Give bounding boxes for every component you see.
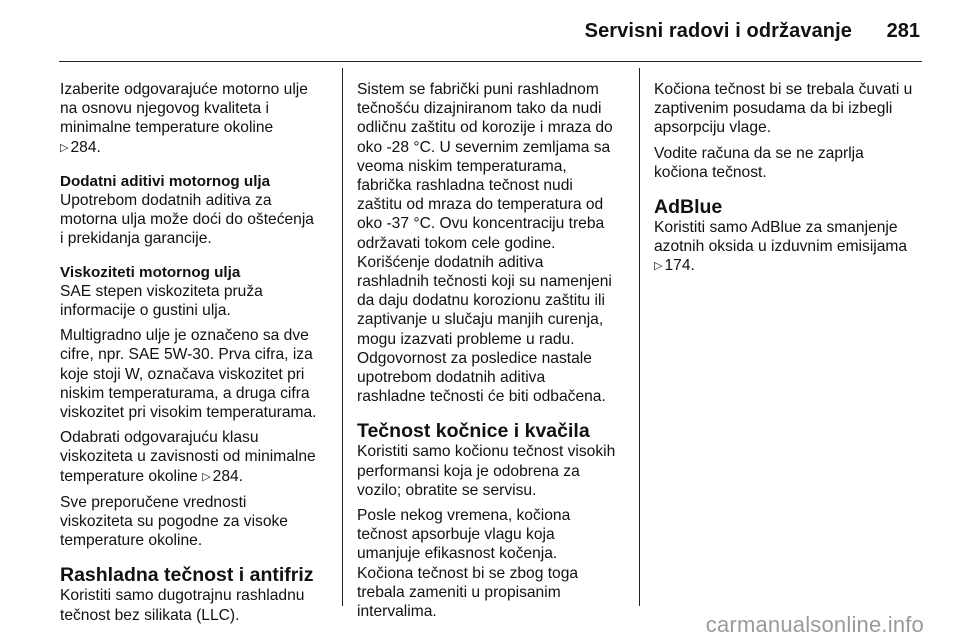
- text-line: odličnu zaštitu od korozije i mraza do: [357, 119, 613, 137]
- text-line: performansi koja je odobrena za: [357, 462, 580, 480]
- text-line: upotrebom dodatnih aditiva: [357, 369, 546, 387]
- text-fragment: temperature okoline: [60, 467, 198, 485]
- text-line: Sistem se fabrički puni rashladnom: [357, 81, 599, 98]
- text-line: Kočiona tečnost bi se zbog toga: [357, 564, 579, 582]
- section-heading-additives: Dodatni aditivi motornog ulja: [60, 172, 271, 190]
- page-number: 281: [886, 20, 920, 42]
- text-line: trebala zameniti u propisanim: [357, 583, 561, 601]
- text-line: viskoziteta su pogodne za visoke: [60, 513, 288, 531]
- text-line: apsorpciju vlage.: [654, 119, 772, 137]
- text-line: intervalima.: [357, 603, 437, 621]
- text-line: Upotrebom dodatnih aditiva za: [60, 192, 272, 210]
- text-line: umanjuje efikasnost kočenja.: [357, 545, 558, 563]
- paragraph: [60, 282, 330, 320]
- site-watermark: carmanualsonline.info: [705, 612, 924, 637]
- section-heading-adblue: AdBlue: [654, 196, 723, 219]
- text-line: Vodite računa da se ne zaprlja: [654, 144, 864, 162]
- text-line: oko -28 °C. U severnim zemljama sa: [357, 138, 611, 156]
- text-line: Koristiti samo AdBlue za smanjenje: [654, 219, 898, 237]
- text-line: zaptivenim posudama da bi izbegli: [654, 100, 893, 118]
- text-line: Odgovornost za posledice nastale: [357, 349, 592, 367]
- reference-page: 174.: [664, 257, 695, 275]
- additives-section: [60, 172, 330, 249]
- text-line: kočiona tečnost.: [654, 163, 767, 181]
- text-line: Koristiti samo kočionu tečnost visokih: [357, 443, 616, 461]
- text-line: i prekidanja garancije.: [60, 230, 212, 248]
- header-divider: [59, 61, 922, 62]
- text-line: vozilo; obratite se servisu.: [357, 481, 537, 499]
- coolant-section: [60, 564, 330, 624]
- paragraph: [357, 442, 635, 500]
- text-line: tečnost apsorbuje vlagu koja: [357, 526, 555, 544]
- column-left: [60, 80, 330, 625]
- text-line: održavati tokom cele godine.: [357, 234, 556, 252]
- text-line: na osnovu njegovog kvaliteta i: [60, 100, 269, 118]
- arrow-reference-icon: ▷: [60, 140, 69, 154]
- brake-fluid-section: [357, 420, 635, 621]
- section-heading-viscosity: Viskoziteti motornog ulja: [60, 263, 241, 281]
- arrow-reference-icon: ▷: [654, 259, 663, 273]
- text-line: informacije o gustini ulja.: [60, 302, 231, 320]
- section-heading-coolant: Rashladna tečnost i antifriz: [60, 564, 314, 587]
- text-line: mogu izazvati probleme u radu.: [357, 330, 575, 348]
- text-line: rashladne tečnosti će biti odbačena.: [357, 388, 606, 406]
- text-line: viskoziteta u zavisnosti od minimalne: [60, 448, 316, 466]
- text-line: oko -37 °C. Ovu koncentraciju treba: [357, 215, 605, 233]
- text-line: temperature okoline.: [60, 532, 203, 550]
- arrow-reference-icon: ▷: [202, 469, 211, 483]
- column-divider-left: [342, 68, 343, 606]
- text-line: niskim temperaturama, a druga cifra: [60, 384, 310, 402]
- text-line: Odabrati odgovarajuću klasu: [60, 429, 259, 447]
- paragraph: [357, 506, 635, 621]
- text-line: minimalne temperature okoline: [60, 119, 274, 137]
- text-line: viskozitet pri visokim temperaturama.: [60, 404, 317, 422]
- oil-selection-paragraph: [60, 80, 330, 158]
- text-line: fabrička rashladna tečnost nudi: [357, 177, 573, 195]
- section-heading-brake-fluid: Tečnost kočnice i kvačila: [357, 420, 590, 443]
- page-header-title: Servisni radovi i održavanje: [584, 20, 852, 42]
- page-reference[interactable]: [654, 256, 930, 276]
- page-reference[interactable]: [202, 468, 243, 485]
- text-line: tečnošću dizajniranom tako da nudi: [357, 100, 602, 118]
- text-line: da daju dodatnu korozionu zaštitu ili: [357, 292, 605, 310]
- text-line: SAE stepen viskoziteta pruža: [60, 282, 263, 300]
- reference-page: 284.: [212, 467, 243, 485]
- page-reference[interactable]: [60, 138, 330, 158]
- paragraph: [60, 428, 330, 487]
- paragraph: [60, 326, 330, 422]
- reference-page: 284.: [70, 138, 101, 156]
- viscosity-section: [60, 263, 330, 551]
- text-line: koje stoji W, označava viskozitet pri: [60, 365, 305, 383]
- text-line: veoma niskim temperaturama,: [357, 157, 567, 175]
- paragraph: [654, 80, 930, 138]
- text-line: zaptivanje u slučaju manjih curenja,: [357, 311, 604, 329]
- column-divider-right: [639, 68, 640, 606]
- text-line: motorna ulja može doći do oštećenja: [60, 211, 314, 229]
- text-line: Izaberite odgovarajuće motorno ulje: [60, 81, 308, 98]
- column-right: [654, 80, 930, 277]
- adblue-section: [654, 196, 930, 277]
- text-line: Korišćenje dodatnih aditiva: [357, 253, 544, 271]
- coolant-continued-paragraph: [357, 80, 635, 406]
- text-line: Multigradno ulje je označeno sa dve: [60, 327, 309, 345]
- text-line: [60, 467, 330, 487]
- text-line: cifre, npr. SAE 5W-30. Prva cifra, iza: [60, 346, 313, 364]
- text-line: Sve preporučene vrednosti: [60, 493, 247, 511]
- text-line: tečnost bez silikata (LLC).: [60, 606, 240, 624]
- text-line: azotnih oksida u izduvnim emisijama: [654, 238, 908, 256]
- text-line: Koristiti samo dugotrajnu rashladnu: [60, 587, 305, 605]
- text-line: Kočiona tečnost bi se trebala čuvati u: [654, 81, 913, 98]
- text-line: rashladnih tečnosti koji su namenjeni: [357, 273, 612, 291]
- text-line: zaštitu od mraza do temperatura od: [357, 196, 604, 214]
- paragraph: [60, 493, 330, 551]
- text-line: Posle nekog vremena, kočiona: [357, 507, 571, 525]
- column-middle: [357, 80, 635, 627]
- paragraph: [654, 144, 930, 182]
